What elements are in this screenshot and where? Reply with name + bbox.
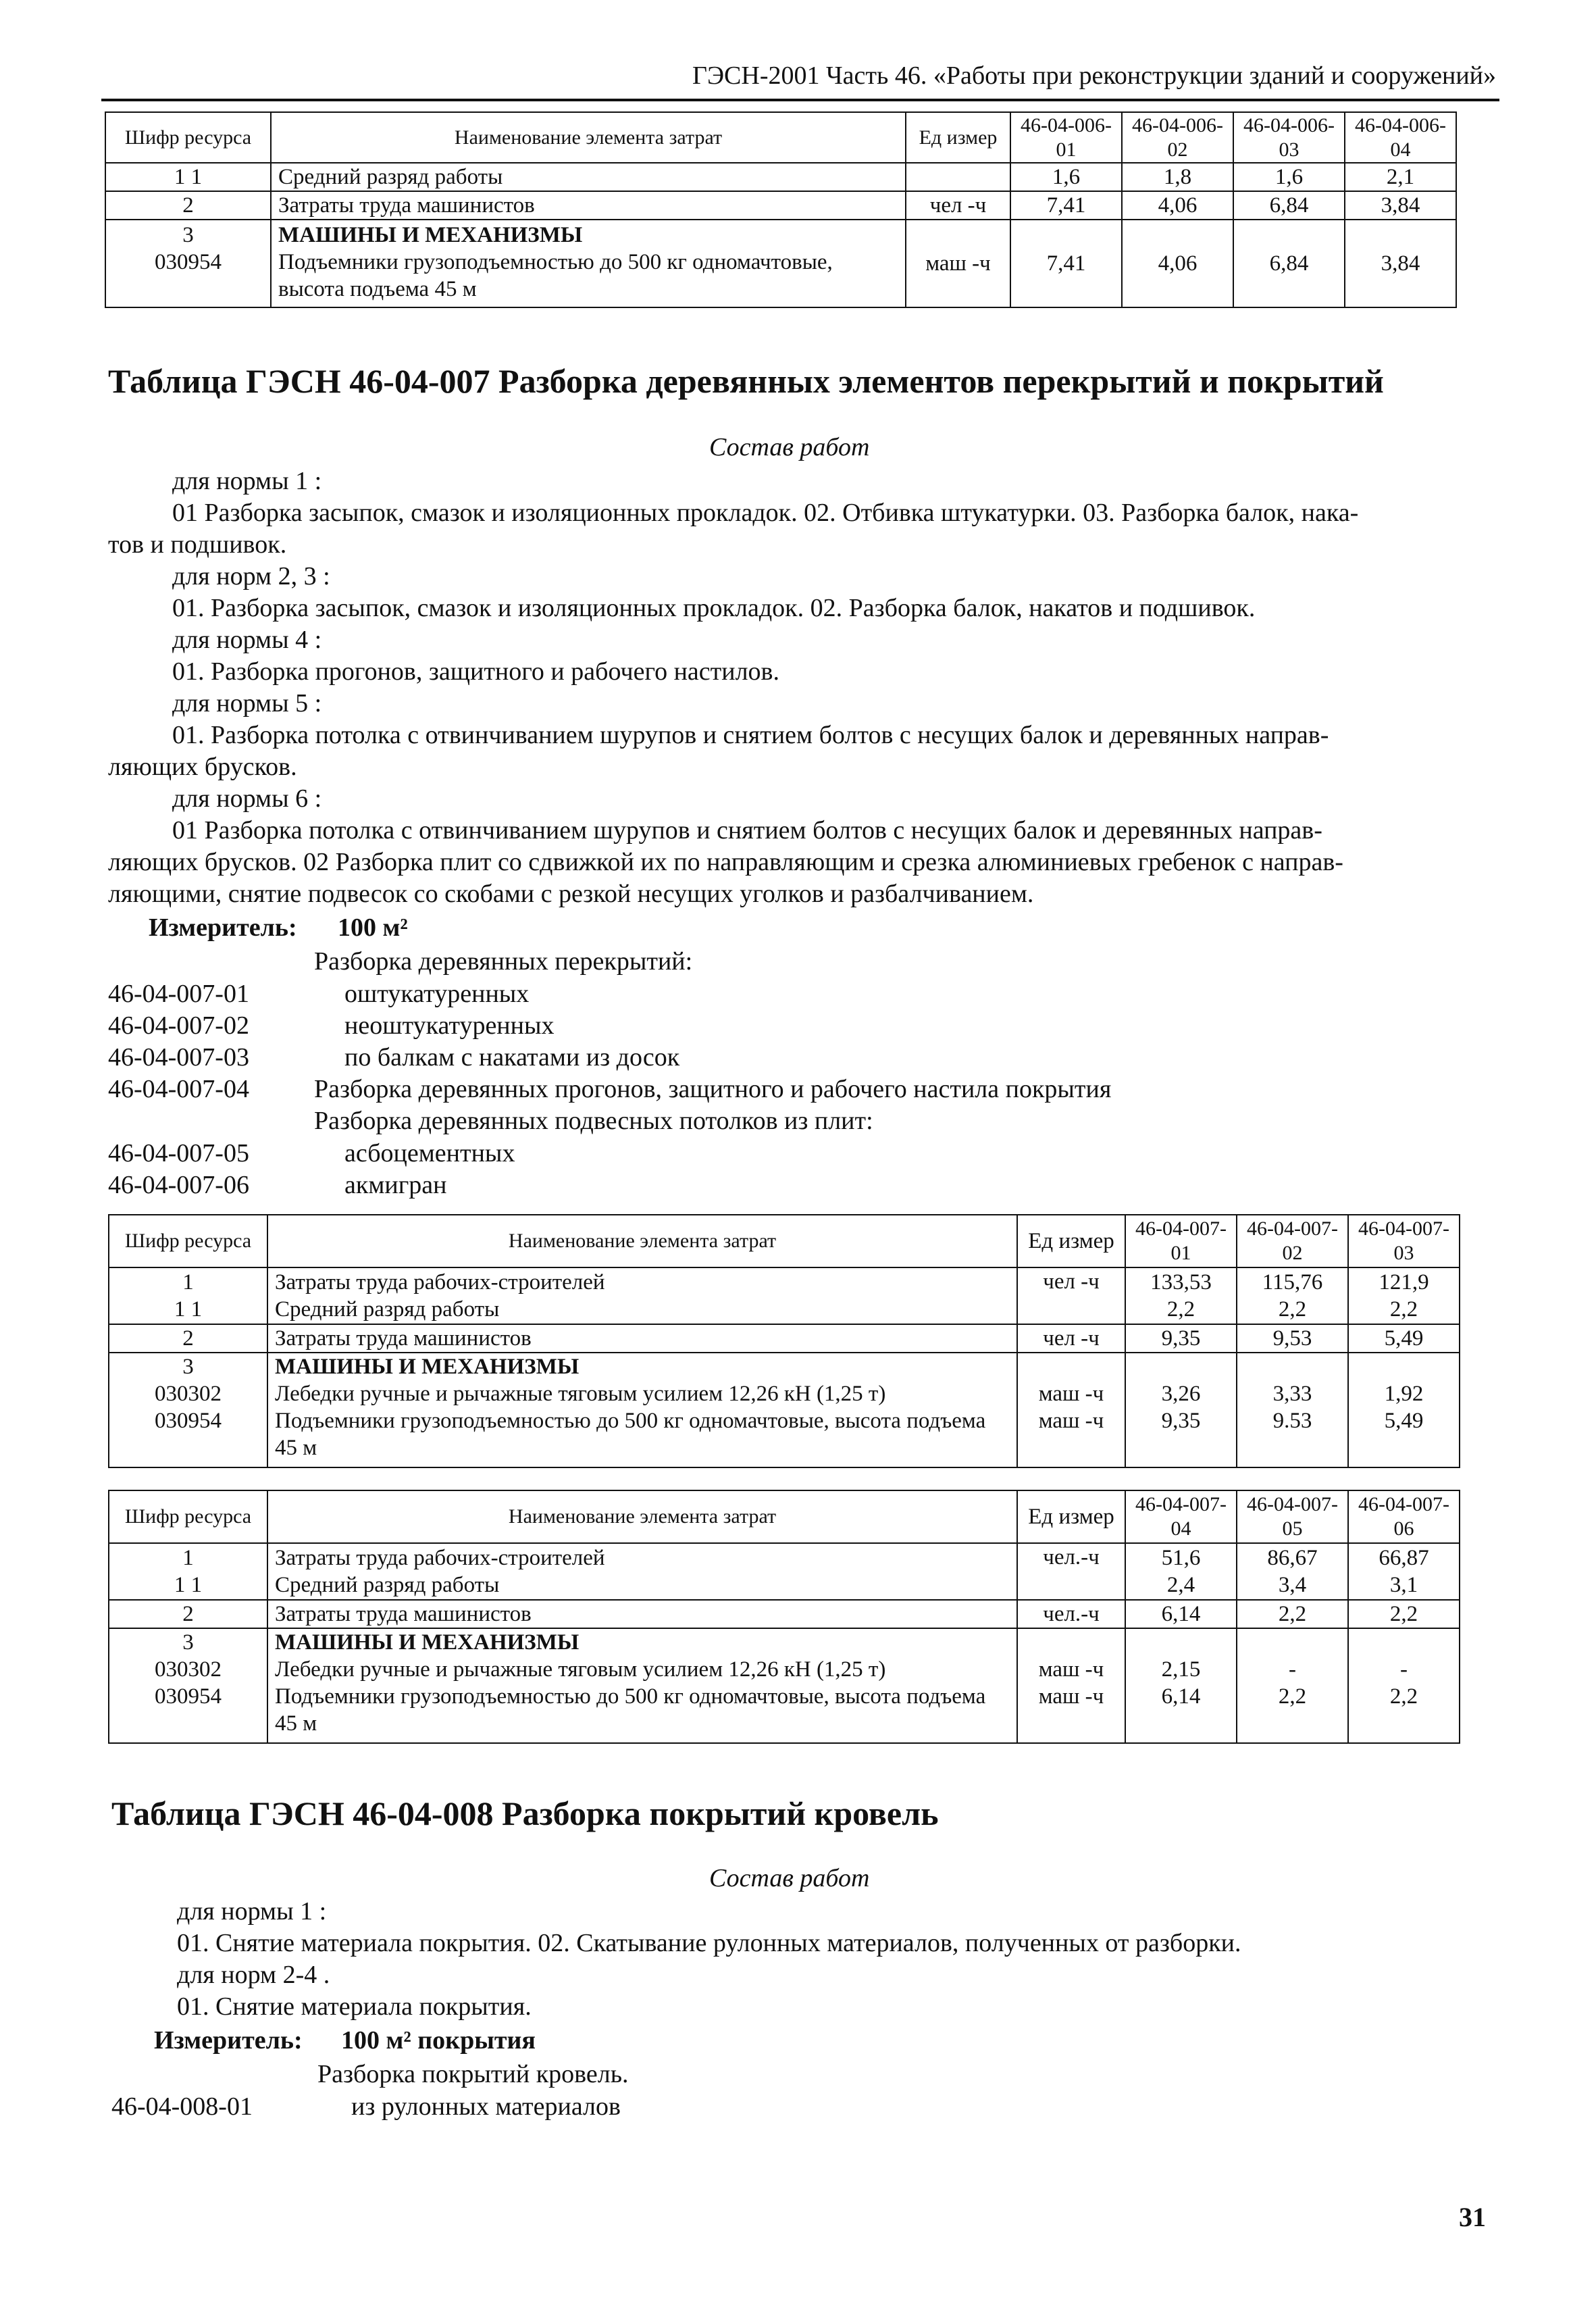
table-row: 2 Затраты труда машинистов чел.-ч 6,14 2,2 2,2 [109, 1600, 1460, 1628]
paragraph: 01. Разборка прогонов, защитного и рабочего настилов. [172, 657, 779, 686]
paragraph: 01. Снятие материала покрытия. [177, 1992, 532, 2021]
measure-label: Измеритель: [154, 2026, 303, 2055]
header-cell: 46-04-007-05 [1237, 1490, 1348, 1543]
paragraph: для нормы 6 : [172, 784, 322, 813]
section-subtitle: Состав работ [709, 433, 870, 461]
header-cell: 46-04-007-04 [1125, 1490, 1237, 1543]
header-cell: Наименование элемента затрат [267, 1215, 1017, 1267]
header-cell: 46-04-007-02 [1237, 1215, 1348, 1267]
header-cell: 46-04-006-01 [1010, 112, 1122, 163]
table-row: 3 030954 МАШИНЫ И МЕХАНИЗМЫ Подъемники грузоподъемностью до 500 кг одномачтовые, высота подъема 45 м маш -ч 7,41 4,06 6,84 3,84 [105, 220, 1456, 307]
header-cell: 46-04-006-02 [1122, 112, 1233, 163]
paragraph: для норм 2, 3 : [172, 562, 330, 590]
norm-code: 46-04-007-02 [108, 1011, 249, 1040]
header-cell: 46-04-006-03 [1233, 112, 1345, 163]
header-cell: Ед измер [906, 112, 1010, 163]
measure-value: 100 м² [338, 913, 408, 942]
paragraph: для нормы 1 : [172, 467, 322, 495]
paragraph: для норм 2-4 . [177, 1961, 330, 1989]
section-subtitle: Состав работ [709, 1864, 870, 1892]
table-row: 2 Затраты труда машинистов чел -ч 9,35 9,53 5,49 [109, 1324, 1460, 1353]
norm-text: из рулонных материалов [351, 2092, 621, 2121]
paragraph: 01. Разборка засыпок, смазок и изоляционных прокладок. 02. Разборка балок, накатов и подшивок. [172, 594, 1256, 622]
paragraph: 01. Разборка потолка с отвинчиванием шурупов и снятием болтов с несущих балок и деревянных направ- [172, 721, 1329, 749]
norm-code: 46-04-007-05 [108, 1139, 249, 1167]
section-title: Таблица ГЭСН 46-04-007 Разборка деревянных элементов перекрытий и покрытий [108, 362, 1384, 400]
norm-code: 46-04-008-01 [111, 2092, 253, 2121]
header-cell: 46-04-006-04 [1345, 112, 1456, 163]
paragraph: тов и подшивок. [108, 530, 287, 559]
header-cell: Шифр ресурса [109, 1490, 267, 1543]
table-top [105, 111, 1457, 308]
header-cell: Наименование элемента затрат [267, 1490, 1017, 1543]
page-number: 31 [1459, 2202, 1486, 2232]
paragraph: для нормы 1 : [177, 1897, 327, 1926]
section-title: Таблица ГЭСН 46-04-008 Разборка покрытий кровель [111, 1794, 939, 1832]
paragraph: для нормы 4 : [172, 626, 322, 654]
page-header: ГЭСН-2001 Часть 46. «Работы при реконструкции зданий и сооружений» [692, 61, 1496, 90]
group-label: Разборка покрытий кровель. [317, 2060, 629, 2088]
header-cell: Ед измер [1017, 1215, 1125, 1267]
norm-text: по балкам с накатами из досок [344, 1043, 680, 1072]
table-046-04-007-04-06 [108, 1490, 1460, 1744]
paragraph: ляющих брусков. [108, 753, 297, 781]
header-cell: 46-04-007-03 [1348, 1215, 1460, 1267]
paragraph: 01. Снятие материала покрытия. 02. Скатывание рулонных материалов, полученных от разборки. [177, 1929, 1241, 1957]
header-cell: 46-04-007-06 [1348, 1490, 1460, 1543]
group-label: Разборка деревянных подвесных потолков из плит: [314, 1107, 873, 1135]
norm-text: асбоцементных [344, 1139, 515, 1167]
norm-code: 46-04-007-03 [108, 1043, 249, 1072]
paragraph: ляющими, снятие подвесок со скобами с резкой несущих уголков и разбалчиванием. [108, 880, 1034, 908]
paragraph: ляющих брусков. 02 Разборка плит со сдвижкой их по направляющим и срезка алюминиевых гребенок с направ- [108, 848, 1343, 876]
measure-value: 100 м² покрытия [341, 2026, 536, 2055]
header-cell: Шифр ресурса [105, 112, 271, 163]
header-cell: Наименование элемента затрат [271, 112, 906, 163]
table-row: 1 1 1 Затраты труда рабочих-строителей Средний разряд работы чел.-ч 51,6 2,4 86,67 3,4 66,87 3,1 [109, 1543, 1460, 1600]
norm-code: 46-04-007-04 [108, 1075, 249, 1103]
header-cell: Ед измер [1017, 1490, 1125, 1543]
table-046-04-007-01-03 [108, 1214, 1460, 1468]
header-cell: Шифр ресурса [109, 1215, 267, 1267]
norm-code: 46-04-007-01 [108, 980, 249, 1008]
table-row: 3 030302 030954 МАШИНЫ И МЕХАНИЗМЫ Лебедки ручные и рычажные тяговым усилием 12,26 кН (1,25 т) Подъемники грузоподъемностью до 500 кг одномачтовые, высота подъема 45 м маш -ч маш -ч 2,15 6,14 - 2,2 - 2,2 [109, 1628, 1460, 1743]
measure-label: Измеритель: [149, 913, 297, 942]
group-label: Разборка деревянных перекрытий: [314, 947, 693, 976]
norm-code: 46-04-007-06 [108, 1171, 249, 1199]
paragraph: для нормы 5 : [172, 689, 322, 718]
table-row: 3 030302 030954 МАШИНЫ И МЕХАНИЗМЫ Лебедки ручные и рычажные тяговым усилием 12,26 кН (1,25 т) Подъемники грузоподъемностью до 500 кг одномачтовые, высота подъема 45 м маш -ч маш -ч 3,26 9,35 3,33 9.53 1,92 5,49 [109, 1353, 1460, 1467]
norm-text: неоштукатуренных [344, 1011, 555, 1040]
table-row: 2 Затраты труда машинистов чел -ч 7,41 4,06 6,84 3,84 [105, 191, 1456, 220]
header-cell: 46-04-007-01 [1125, 1215, 1237, 1267]
paragraph: 01 Разборка потолка с отвинчиванием шурупов и снятием болтов с несущих балок и деревянных направ- [172, 816, 1322, 845]
table-row: 1 1 Средний разряд работы 1,6 1,8 1,6 2,1 [105, 163, 1456, 191]
header-rule [101, 99, 1499, 101]
norm-text: Разборка деревянных прогонов, защитного и рабочего настила покрытия [314, 1075, 1112, 1103]
table-row: 1 1 1 Затраты труда рабочих-строителей Средний разряд работы чел -ч 133,53 2,2 115,76 2,2 121,9 2,2 [109, 1267, 1460, 1324]
norm-text: акмигран [344, 1171, 447, 1199]
paragraph: 01 Разборка засыпок, смазок и изоляционных прокладок. 02. Отбивка штукатурки. 03. Разборка балок, нака- [172, 499, 1359, 527]
norm-text: оштукатуренных [344, 980, 530, 1008]
